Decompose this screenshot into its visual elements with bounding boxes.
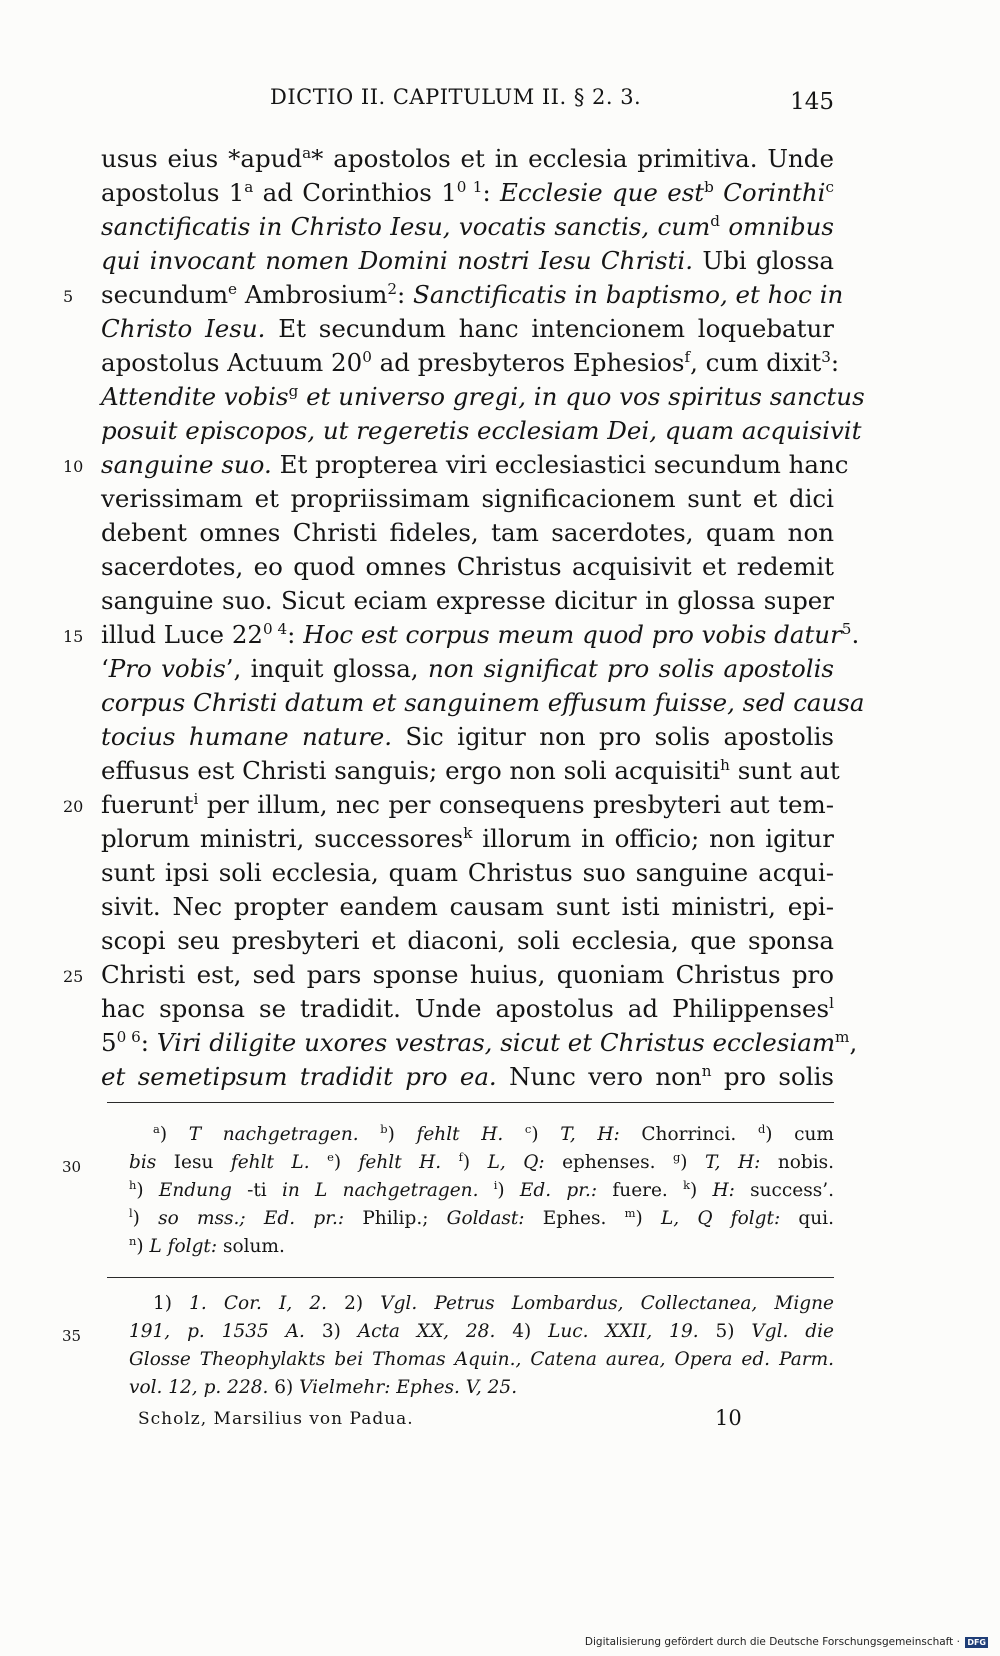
dfg-logo: DFG: [967, 1637, 986, 1647]
apparatus-line: $^n$) L folgt: solum.: [129, 1233, 285, 1257]
text-line: verissimam et propriissimam significacionem sunt et dici: [101, 484, 834, 513]
line-number: 25: [63, 967, 84, 986]
source-note-line: Glosse Theophylakts bei Thomas Aquin., Catena aurea, Opera ed. Parm.: [129, 1349, 834, 1370]
text-line: scopi seu presbyteri et diaconi, soli ecclesia, que sponsa: [101, 926, 834, 955]
main-text: [63, 142, 865, 1094]
apparatus-line: $^l$) so mss.; Ed. pr.: Philip.; Goldast: Ephes. $^m$) L, Q folgt: qui.: [129, 1205, 834, 1229]
source-note-line: vol. 12, p. 228. 6) Vielmehr: Ephes. V, 25.: [129, 1377, 518, 1398]
text-line: plorum ministri, successores$^k$ illorum in officio; non igitur: [101, 823, 834, 853]
text-line: usus eius *apud$^a$* apostolos et in ecclesia primitiva. Unde: [101, 143, 834, 173]
line-number: 5: [63, 287, 74, 306]
line-number: 15: [63, 627, 84, 646]
text-line: corpus Christi datum et sanguinem effusum fuisse, sed causa: [101, 688, 865, 717]
text-line: 10 sanguine suo. Et propterea viri ecclesiastici secundum hanc: [101, 448, 834, 482]
text-line: Christo Iesu. Et secundum hanc intencionem loquebatur: [101, 314, 834, 343]
line-number: 10: [63, 457, 84, 476]
text-line: 20 fuerunt$^i$ per illum, nec per consequens presbyteri aut tem-: [101, 788, 834, 822]
source-notes: [62, 1290, 834, 1402]
text-line: qui invocant nomen Domini nostri Iesu Christi. Ubi glossa: [101, 246, 835, 275]
text-line: posuit episcopos, ut regeretis ecclesiam Dei, quam acquisivit: [101, 416, 862, 445]
text-line: sanctificatis in Christo Iesu, vocatis sanctis, cum$^d$ omnibus: [101, 211, 834, 241]
text-line: sacerdotes, eo quod omnes Christus acquisivit et redemit: [101, 552, 834, 581]
digitization-credit: [585, 1636, 988, 1648]
text-line: 5 secundum$^e$ Ambrosium$^2$: Sanctificatis in baptismo, et hoc in: [101, 278, 834, 312]
page-footer: [138, 1406, 742, 1435]
text-line: 25 Christi est, sed pars sponse huius, quoniam Christus pro: [101, 958, 834, 992]
text-line: $5^{0 6}$: Viri diligite uxores vestras, sicut et Christus ecclesiam$^m$,: [101, 1027, 858, 1057]
footer-author: Scholz, Marsilius von Padua.: [138, 1409, 414, 1429]
apparatus-line: $^a$) T nachgetragen. $^b$) fehlt H. $^c$) T, H: Chorrinci. $^d$) cum: [153, 1121, 834, 1145]
source-note-line: 1) 1. Cor. I, 2. 2) Vgl. Petrus Lombardus, Collectanea, Migne: [153, 1293, 834, 1314]
text-line: ‘Pro vobis’, inquit glossa, non significat pro solis apostolis: [101, 654, 834, 683]
apparatus-divider: [107, 1102, 834, 1103]
source-note-line: 35 191, p. 1535 A. 3) Acta XX, 28. 4) Luc. XXII, 19. 5) Vgl. die: [129, 1318, 834, 1346]
text-line: 15 illud Luce $22^{0 4}$: Hoc est corpus meum quod pro vobis datur$^5$.: [101, 618, 834, 652]
line-number: 30: [62, 1158, 82, 1176]
apparatus-line: $^h$) Endung -ti in L nachgetragen. $^i$) Ed. pr.: fuere. $^k$) H: success’.: [129, 1177, 834, 1201]
text-line: sunt ipsi soli ecclesia, quam Christus suo sanguine acqui-: [101, 858, 834, 887]
credit-text: Digitalisierung gefördert durch die Deutsche Forschungsgemeinschaft ·: [584, 1636, 960, 1648]
signature-mark: 10: [715, 1406, 742, 1430]
running-title: DICTIO II. CAPITULUM II. § 2. 3.: [270, 85, 642, 109]
line-number: 35: [62, 1327, 82, 1345]
page-number: 145: [790, 89, 834, 115]
critical-apparatus: [62, 1121, 835, 1261]
text-line: hac sponsa se tradidit. Unde apostolus ad Philippenses$^l$: [101, 993, 834, 1023]
text-line: effusus est Christi sanguis; ergo non soli acquisiti$^h$ sunt aut: [101, 755, 840, 785]
text-line: debent omnes Christi fideles, tam sacerdotes, quam non: [101, 518, 834, 547]
apparatus-line: 30 bis Iesu fehlt L. $^e$) fehlt H. $^f$) L, Q: ephenses. $^g$) T, H: nobis.: [129, 1149, 834, 1177]
text-line: apostolus 1$^a$ ad Corinthios $1^{0 1}$: Ecclesie que est$^b$ Corinthi$^c$: [101, 177, 834, 207]
text-line: apostolus Actuum $20^0$ ad presbyteros Ephesios$^f$, cum dixit$^3$:: [101, 347, 840, 377]
text-line: Attendite vobis$^g$ et universo gregi, in quo vos spiritus sanctus: [101, 381, 865, 411]
text-line: sanguine suo. Sicut eciam expresse dicitur in glossa super: [101, 586, 834, 615]
text-line: et semetipsum tradidit pro ea. Nunc vero non$^n$ pro solis: [101, 1061, 834, 1091]
sources-divider: [107, 1277, 834, 1278]
text-line: tocius humane nature. Sic igitur non pro solis apostolis: [101, 722, 834, 751]
text-line: sivit. Nec propter eandem causam sunt isti ministri, epi-: [101, 892, 834, 921]
line-number: 20: [63, 797, 84, 816]
running-header: [100, 85, 834, 115]
